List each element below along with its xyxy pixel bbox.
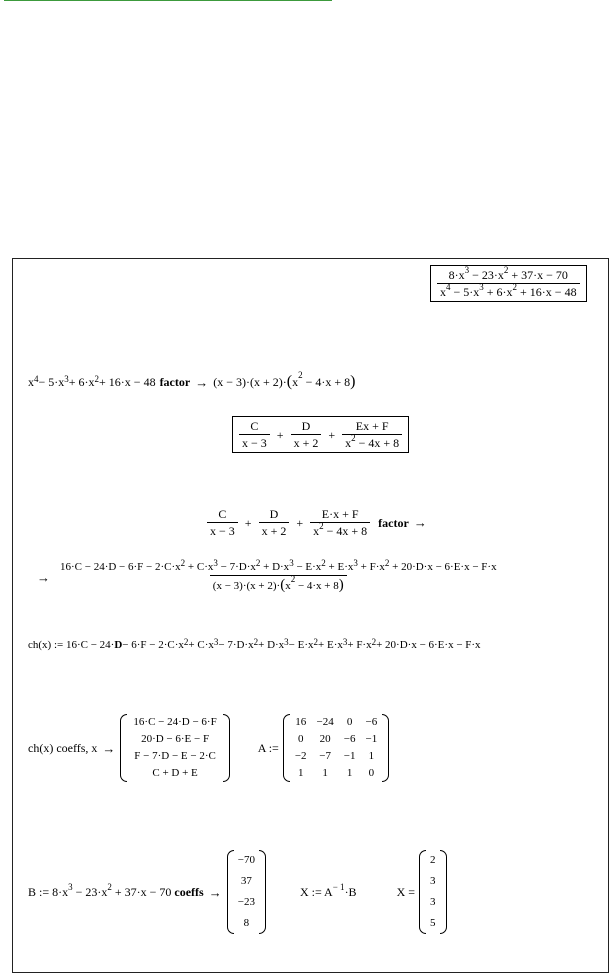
x-vector: 2 3 3 5: [419, 850, 447, 934]
matrix-a[interactable]: 16 −24 0 −6 0 20 −6 −1 −2 −7 −1 1 1 1 1 0: [283, 714, 389, 782]
symbolic-arrow: →: [195, 374, 209, 390]
ch-definition[interactable]: ch(x) := 16·C − 24· D − 6·F − 2·C·x $^2$ + C·x $^3$ − 7·D·x $^2$ + D·x $^3$ − E·x $^2$ + E·x $^3$ + F·x $^2$ + 20·D·x − 6·E·x − F·x: [28, 637, 481, 651]
factor-keyword: factor: [159, 375, 191, 389]
result-numerator: $16\cdot C - 24\cdot D - 6\cdot F - 2\cdot C\cdot x^2 + C\cdot x^3 - 7\cdot D\cdot x^2 + D\cdot x^3 - E\cdot x^2 + E\cdot x^3 + F\cdot x^2 + 20\cdot D\cdot x - 6\cdot E\cdot x - F\cdot x$: [60, 558, 497, 573]
x-definition[interactable]: X := $A^{- 1}\cdot B$: [299, 882, 357, 899]
rational-denominator: $x^4 - 5\cdot x^3 + 6\cdot x^2 + 16\cdot x - 48$: [437, 283, 580, 298]
combine-expression[interactable]: $\frac{C}{x - 3}$ + $\frac{D}{x + 2}$ + $\frac{E\cdot x + F}{x^2 - 4x + 8}$ factor →: [205, 508, 432, 537]
factor-keyword: factor: [378, 515, 409, 530]
factor-result: $(x - 3)\cdot(x + 2)\cdot(x^2 - 4\cdot x + 8)$: [213, 370, 356, 390]
coefficient-vector: 16·C − 24·D − 6·F 20·D − 6·E − F F − 7·D − E − 2·C C + D + E: [120, 714, 229, 782]
rational-numerator: $8\cdot x^3 - 23\cdot x^2 + 37\cdot x - 70$: [448, 265, 568, 282]
b-and-x-line[interactable]: B := $8\cdot x^3 - 23\cdot x^2 + 37\cdot x - 70$ coeffs → −70 37 −23 8 X := $A^{- 1}\cdot B$ X = 2 3 3 5: [28, 850, 447, 934]
rational-function-box[interactable]: [430, 265, 587, 302]
coeffs-line[interactable]: ch(x) coeffs, x → 16·C − 24·D − 6·F 20·D − 6·E − F F − 7·D − E − 2·C C + D + E A := 16 −24 0 −6 0 20 −6 −1 −2 −7 −1 1 1 1 1 0: [28, 714, 389, 782]
top-green-rule: [4, 0, 332, 1]
combined-result: → $16\cdot C - 24\cdot D - 6\cdot F - 2\cdot C\cdot x^2 + C\cdot x^3 - 7\cdot D\cdot x^2 + D\cdot x^3 - E\cdot x^2 + E\cdot x^3 + F\cdot x^2 + 20\cdot D\cdot x - 6\cdot E\cdot x - F\cdot x$ $(x - 3)\cdot(x + 2)\cdot(x^2 - 4\cdot x + 8)$: [32, 562, 502, 593]
symbolic-arrow: →: [413, 515, 427, 530]
partial-fractions-box[interactable]: $\frac{C}{x - 3}$ + $\frac{D}{x + 2}$ + $\frac{Ex + F}{x^2 - 4x + 8}$: [232, 416, 409, 453]
b-vector: −70 37 −23 8: [227, 850, 266, 934]
result-denominator: $(x - 3)\cdot(x + 2)\cdot(x^2 - 4\cdot x + 8)$: [210, 575, 347, 593]
factor-expression[interactable]: x $^4$ − 5·x $^3$ + 6·x $^2$ + 16·x − 48 factor → $(x - 3)\cdot(x + 2)\cdot(x^2 - 4\cdot x + 8)$: [28, 370, 356, 390]
x-eval-label: X =: [396, 885, 415, 899]
b-definition: B := $8\cdot x^3 - 23\cdot x^2 + 37\cdot x - 70$ coeffs: [28, 882, 204, 899]
matrix-a-label: A :=: [257, 741, 279, 755]
